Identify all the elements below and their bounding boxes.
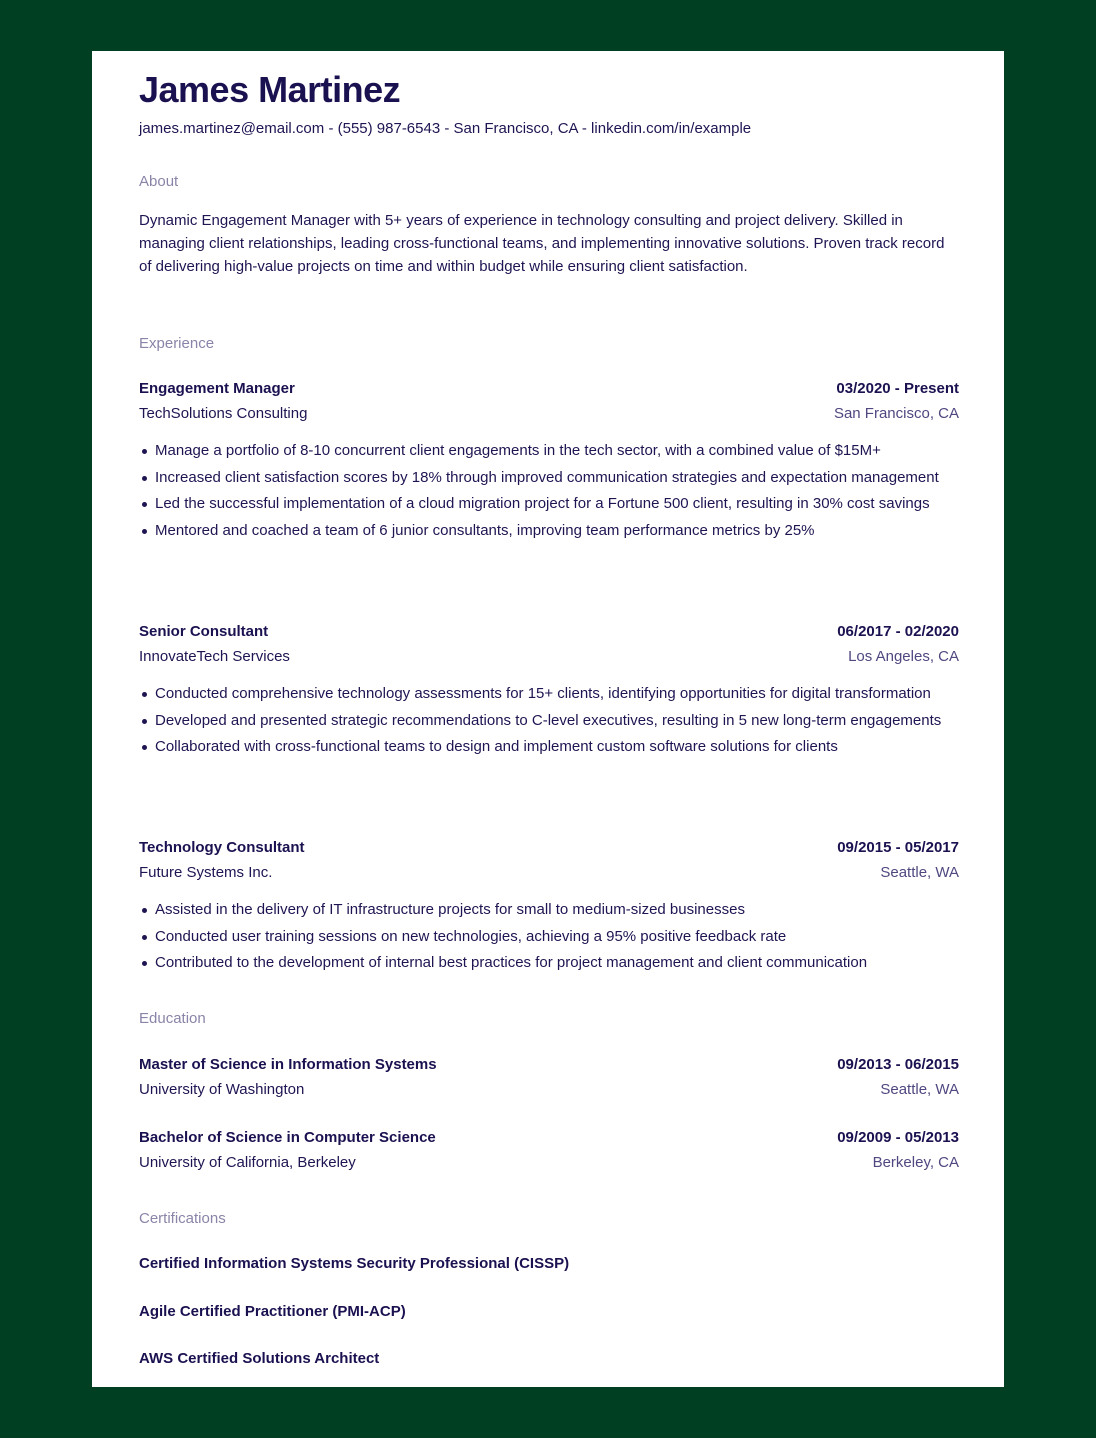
bullet-item: Collaborated with cross-functional teams to design and implement custom software solutions for clients <box>139 734 959 761</box>
degree-dates: 09/2013 - 06/2015 <box>837 1056 959 1073</box>
bullet-item: Conducted user training sessions on new technologies, achieving a 95% positive feedback rate <box>139 924 959 951</box>
about-heading: About <box>139 173 179 190</box>
job-location: Los Angeles, CA <box>848 648 959 665</box>
bullet-item: Led the successful implementation of a cloud migration project for a Fortune 500 client, resulting in 30% cost savings <box>139 491 959 518</box>
job-location: San Francisco, CA <box>833 405 959 422</box>
bullet-item: Developed and presented strategic recommendations to C-level executives, resulting in 5 new long-term engagements <box>139 708 959 735</box>
candidate-name: James Martinez <box>139 69 401 110</box>
school-row <box>139 1154 959 1174</box>
school-name: University of Washington <box>139 1081 305 1098</box>
job-bullets <box>139 681 959 761</box>
bullet-item: Conducted comprehensive technology assessments for 15+ clients, identifying opportunities for digital transformation <box>139 681 959 708</box>
job-title-row <box>139 839 959 859</box>
school-location: Seattle, WA <box>880 1081 959 1098</box>
job-role: Technology Consultant <box>139 839 305 856</box>
bullet-item: Manage a portfolio of 8-10 concurrent client engagements in the tech sector, with a combined value of $15M+ <box>139 438 959 465</box>
bullet-item: Assisted in the delivery of IT infrastructure projects for small to medium-sized businesses <box>139 897 959 924</box>
job-company-row <box>139 405 959 425</box>
degree-row <box>139 1129 959 1149</box>
job-title-row <box>139 380 959 400</box>
job-role: Engagement Manager <box>139 380 295 397</box>
degree-name: Master of Science in Information Systems <box>139 1056 437 1073</box>
certification-item: AWS Certified Solutions Architect <box>139 1350 380 1367</box>
job-dates: 03/2020 - Present <box>836 380 959 397</box>
degree-row <box>139 1056 959 1076</box>
certification-item: Agile Certified Practitioner (PMI-ACP) <box>139 1303 406 1320</box>
job-company-row <box>139 864 959 884</box>
bullet-item: Increased client satisfaction scores by 18% through improved communication strategies and expectation management <box>139 465 959 492</box>
job-title-row <box>139 623 959 643</box>
experience-heading: Experience <box>139 335 215 352</box>
degree-dates: 09/2009 - 05/2013 <box>837 1129 959 1146</box>
certifications-heading: Certifications <box>139 1210 226 1227</box>
job-bullets <box>139 897 959 977</box>
resume-page <box>92 51 1004 1387</box>
school-location: Berkeley, CA <box>872 1154 959 1171</box>
certification-item: Certified Information Systems Security Professional (CISSP) <box>139 1255 570 1272</box>
bullet-item: Mentored and coached a team of 6 junior consultants, improving team performance metrics by 25% <box>139 518 959 545</box>
job-company: TechSolutions Consulting <box>139 405 308 422</box>
job-dates: 06/2017 - 02/2020 <box>837 623 959 640</box>
bullet-item: Contributed to the development of internal best practices for project management and client communication <box>139 950 959 977</box>
education-heading: Education <box>139 1010 206 1027</box>
degree-name: Bachelor of Science in Computer Science <box>139 1129 436 1146</box>
school-row <box>139 1081 959 1101</box>
job-company: InnovateTech Services <box>139 648 290 665</box>
school-name: University of California, Berkeley <box>139 1154 356 1171</box>
contact-line: james.martinez@email.com - (555) 987-6543 - San Francisco, CA - linkedin.com/in/example <box>139 120 752 137</box>
job-role: Senior Consultant <box>139 623 269 640</box>
job-company: Future Systems Inc. <box>139 864 273 881</box>
job-location: Seattle, WA <box>880 864 959 881</box>
about-text: Dynamic Engagement Manager with 5+ years of experience in technology consulting and project delivery. Skilled in managing client relationships, leading cross-functional teams, and implementing innovative solutions. Proven track record of delivering high-value projects on time and within budget while ensuring client satisfaction. <box>139 212 945 275</box>
job-company-row <box>139 648 959 668</box>
job-bullets <box>139 438 959 545</box>
job-dates: 09/2015 - 05/2017 <box>837 839 959 856</box>
